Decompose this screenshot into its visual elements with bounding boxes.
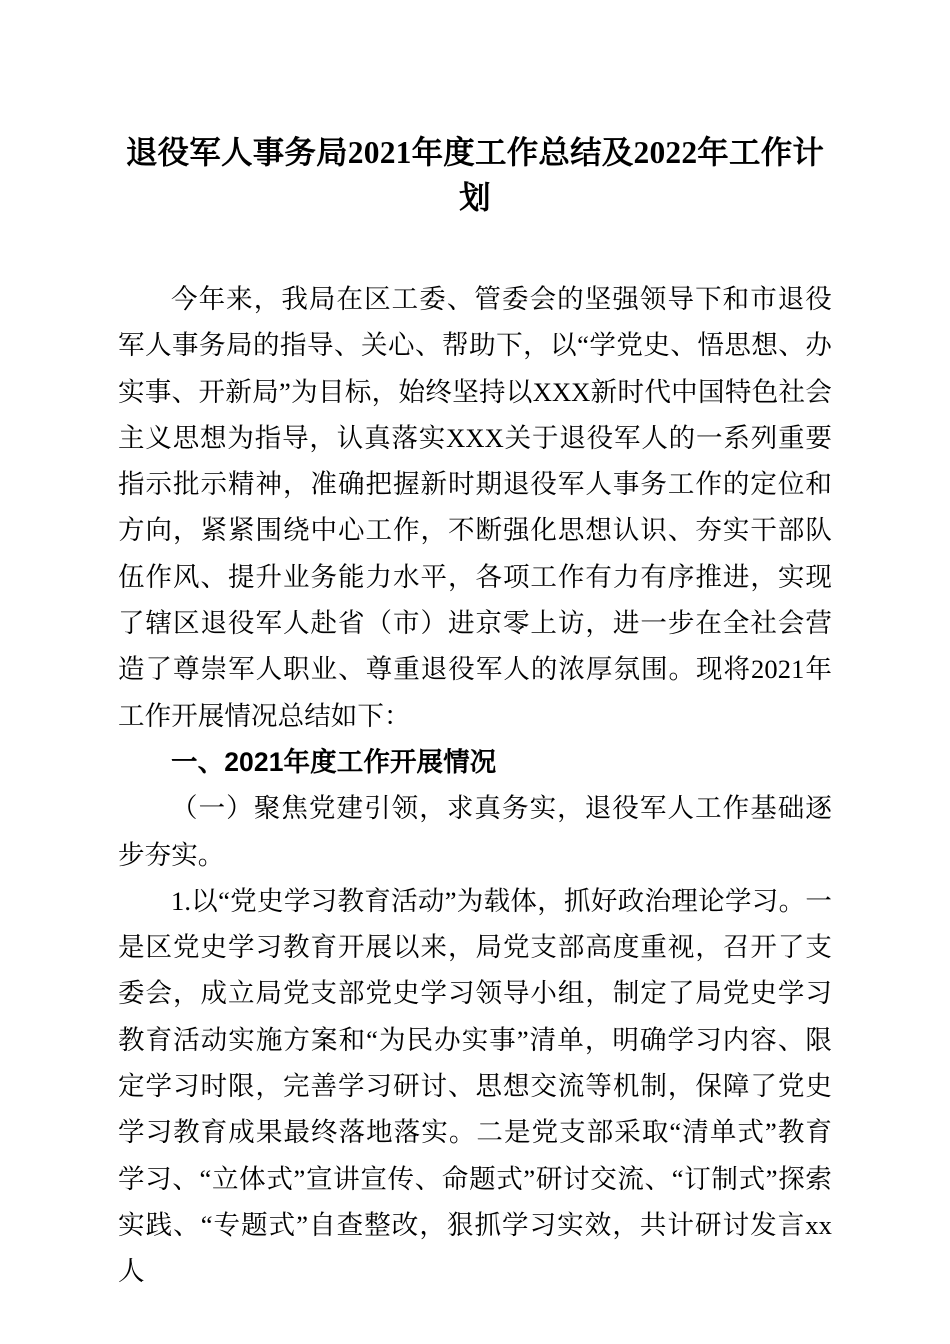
numbered-item-1: 1.以“党史学习教育活动”为载体，抓好政治理论学习。一是区党史学习教育开展以来，局党支部高度重视，召开了支委会，成立局党支部党史学习领导小组，制定了局党史学习教育活动实施方案和“为民办实事”清单，明确学习内容、限定学习时限，完善学习研讨、思想交流等机制，保障了党史学习教育成果最终落地落实。二是党支部采取“清单式”教育学习、“立体式”宣讲宣传、命题式”研讨交流、“订制式”探索实践、“专题式”自查整改，狠抓学习实效，共计研讨发言xx人 (118, 885, 832, 1287)
opening-paragraph: 今年来，我局在区工委、管委会的坚强领导下和市退役军人事务局的指导、关心、帮助下，以“学党史、悟思想、办实事、开新局”为目标，始终坚持以XXX新时代中国特色社会主义思想为指导，认真落实XXX关于退役军人的一系列重要指示批示精神，准确把握新时期退役军人事务工作的定位和方向，紧紧围绕中心工作，不断强化思想认识、夯实干部队伍作风、提升业务能力水平，各项工作有力有序推进，实现了辖区退役军人赴省（市）进京零上访，进一步在全社会营造了尊崇军人职业、尊重退役军人的浓厚氛围。现将2021年工作开展情况总结如下： (118, 284, 832, 731)
document-title-line-2: 工作计划 (459, 135, 825, 215)
subsection-heading-1-1: （一）聚焦党建引领，求真务实，退役军人工作基础逐步夯实。 (118, 793, 832, 870)
document-body (118, 0, 832, 1295)
document-title-line-1: 退役军人事务局2021年度工作总结及2022年 (125, 135, 729, 170)
section-heading-1: 一、2021年度工作开展情况 (171, 746, 497, 777)
document-title (118, 0, 832, 220)
